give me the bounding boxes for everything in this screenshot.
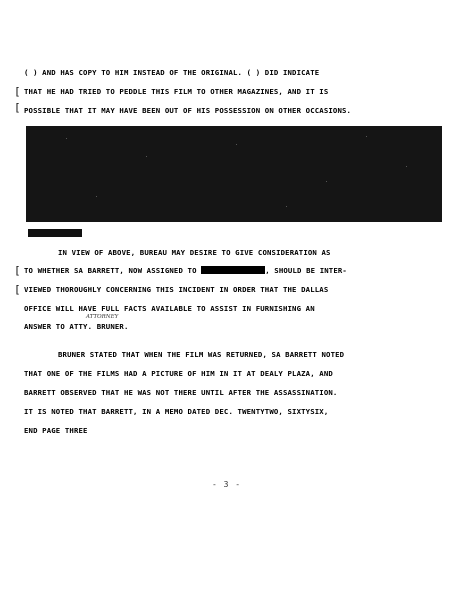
text-line-3: POSSIBLE THAT IT MAY HAVE BEEN OUT OF HIS POSSESSION ON OTHER OCCASIONS. (24, 106, 352, 115)
margin-bracket-mark-2: [ (14, 101, 21, 114)
para2-line-5: ANSWER TO ATTY. BRUNER. (24, 322, 129, 331)
para2-line-2-part-a: TO WHETHER SA BARRETT, NOW ASSIGNED TO (24, 266, 197, 275)
margin-bracket-mark: [ (14, 85, 21, 98)
para2-line-2-part-b: , SHOULD BE INTER- (265, 266, 347, 275)
redacted-inline-bar (201, 266, 265, 274)
para3-line-5: END PAGE THREE (24, 426, 88, 435)
para2-line-3: VIEWED THOROUGHLY CONCERNING THIS INCIDENT IN ORDER THAT THE DALLAS (24, 285, 329, 294)
margin-bracket-mark-3: [ (14, 264, 21, 277)
para2-line-1: IN VIEW OF ABOVE, BUREAU MAY DESIRE TO GIVE CONSIDERATION AS (58, 248, 331, 257)
redacted-block (26, 126, 442, 222)
para3-line-3: BARRETT OBSERVED THAT HE WAS NOT THERE UNTIL AFTER THE ASSASSINATION. (24, 388, 338, 397)
handwritten-insertion: ATTORNEY (86, 314, 119, 320)
para2-line-4: OFFICE WILL HAVE FULL FACTS AVAILABLE TO ASSIST IN FURNISHING AN (24, 304, 315, 313)
para3-line-2: THAT ONE OF THE FILMS HAD A PICTURE OF HIM IN IT AT DEALY PLAZA, AND (24, 369, 333, 378)
text-line-2: THAT HE HAD TRIED TO PEDDLE THIS FILM TO OTHER MAGAZINES, AND IT IS (24, 87, 329, 96)
redacted-bar-small (28, 229, 82, 237)
text-line-1: ( ) AND HAS COPY TO HIM INSTEAD OF THE ORIGINAL. ( ) DID INDICATE (24, 68, 320, 77)
margin-bracket-mark-4: [ (14, 283, 21, 296)
page-number-mark: - 3 - (212, 480, 242, 489)
para2-line-2 (24, 266, 347, 275)
para3-line-4: IT IS NOTED THAT BARRETT, IN A MEMO DATED DEC. TWENTYTWO, SIXTYSIX, (24, 407, 329, 416)
para3-line-1: BRUNER STATED THAT WHEN THE FILM WAS RETURNED, SA BARRETT NOTED (58, 350, 345, 359)
